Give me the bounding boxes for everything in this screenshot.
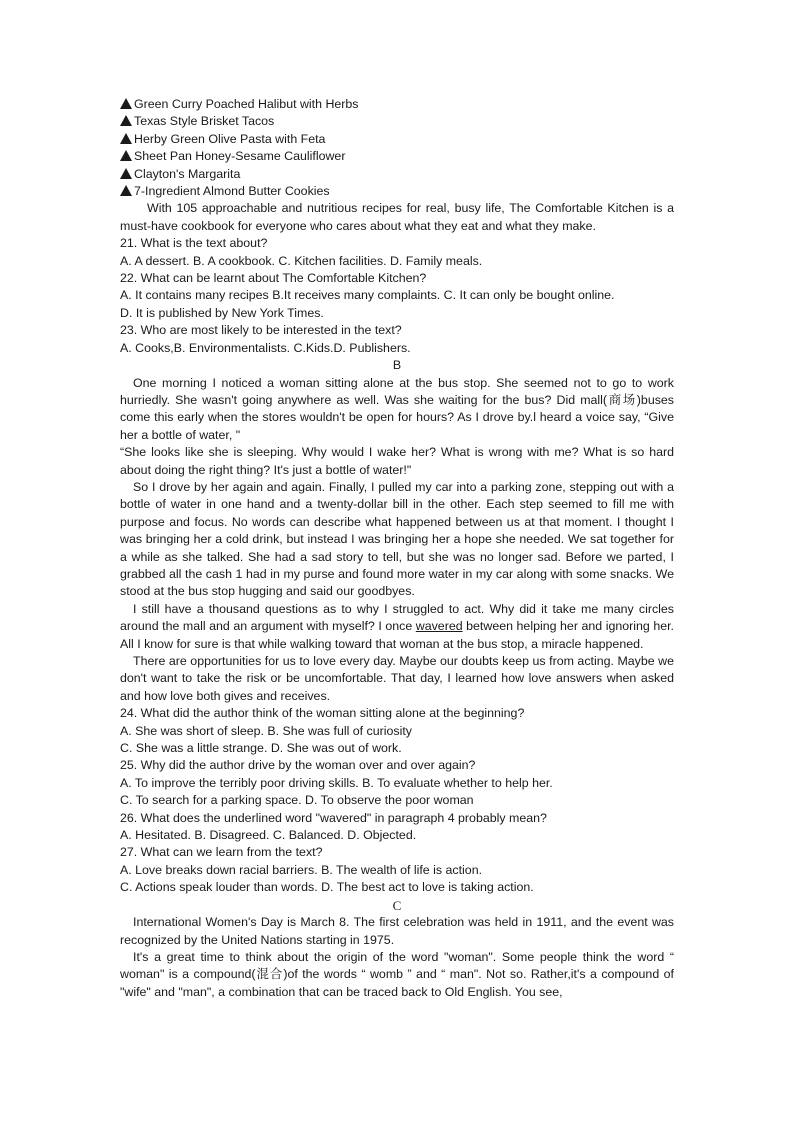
paragraph: International Women's Day is March 8. The first celebration was held in 1911, and the event was recognized by the United Nations starting in 1975. <box>120 915 674 947</box>
question-21-options: A. A dessert. B. A cookbook. C. Kitchen facilities. D. Family meals. <box>120 253 483 268</box>
question-23-options: A. Cooks,B. Environmentalists. C.Kids.D. Publishers. <box>120 340 411 355</box>
triangle-bullet-icon <box>120 150 132 161</box>
paragraph: One morning I noticed a woman sitting alone at the bus stop. She seemed not to go to work hurriedly. She wasn't going anywhere as well. Was she waiting for the bus? Did mall(商场)buses come this early when the stores wouldn't be open for hours? As I drove by.l heard a voice say, “Give her a bottle of water, " <box>120 375 674 442</box>
list-item: Texas Style Brisket Tacos <box>120 113 674 130</box>
list-item: 7-Ingredient Almond Butter Cookies <box>120 183 674 200</box>
question-26-options: A. Hesitated. B. Disagreed. C. Balanced. D. Objected. <box>120 828 417 843</box>
paragraph: It's a great time to think about the origin of the word "woman". Some people think the word “ woman" is a compound(混合)of the words “ womb ” and “ man". Not so. Rather,it's a compound of "wife" and "man", a combination that can be traced back to Old English. You see, <box>120 949 674 999</box>
paragraph: “She looks like she is sleeping. Why would I wake her? What is wrong with me? What is so hard about doing the right thing? It's just a bottle of water!" <box>120 445 674 477</box>
question-21: 21. What is the text about? <box>120 236 268 251</box>
question-27: 27. What can we learn from the text? <box>120 845 323 860</box>
question-23: 23. Who are most likely to be interested in the text? <box>120 323 402 338</box>
question-24-options: A. She was short of sleep. B. She was full of curiosity <box>120 723 413 738</box>
question-22-options: D. It is published by New York Times. <box>120 305 324 320</box>
triangle-bullet-icon <box>120 185 132 196</box>
underlined-word: wavered <box>415 619 463 634</box>
list-item: Sheet Pan Honey-Sesame Cauliflower <box>120 148 674 165</box>
triangle-bullet-icon <box>120 98 132 109</box>
question-24: 24. What did the author think of the woman sitting alone at the beginning? <box>120 706 525 721</box>
question-24-options: C. She was a little strange. D. She was out of work. <box>120 741 402 756</box>
paragraph: I still have a thousand questions as to why I struggled to act. Why did it take me many circles around the mall and an argument with myself? I once wavered between helping her and ignoring her. All I know for sure is that while walking toward that woman at the bus stop, a miracle happened. <box>120 601 674 651</box>
triangle-bullet-icon <box>120 168 132 179</box>
question-22: 22. What can be learnt about The Comfortable Kitchen? <box>120 271 427 286</box>
list-item: Herby Green Olive Pasta with Feta <box>120 131 674 148</box>
section-c-heading: C <box>392 897 402 913</box>
question-27-options: A. Love breaks down racial barriers. B. The wealth of life is action. <box>120 862 483 877</box>
question-26: 26. What does the underlined word "wavered" in paragraph 4 probably mean? <box>120 810 547 825</box>
intro-paragraph: With 105 approachable and nutritious recipes for real, busy life, The Comfortable Kitchen is a must-have cookbook for everyone who cares about what they eat and what they make. <box>120 201 674 233</box>
question-27-options: C. Actions speak louder than words. D. The best act to love is taking action. <box>120 880 534 895</box>
list-item: Clayton's Margarita <box>120 166 674 183</box>
paragraph: So I drove by her again and again. Finally, I pulled my car into a parking zone, stepping out with a bottle of water in one hand and a twenty-dollar bill in the other. Each step seemed to fill me with purpose and focus. No words can describe what happened between us at that moment. I thought I was bringing her a cold drink, but instead I was bringing her a hope she needed. We sat together for a while as she talked. She had a sad story to tell, but she was no longer sad. Before we parted, I grabbed all the cash 1 had in my purse and found more water in my car along with some snacks. We stood at the bus stop hugging and said our goodbyes. <box>120 479 674 599</box>
triangle-bullet-icon <box>120 133 132 144</box>
question-22-options: A. It contains many recipes B.It receives many complaints. C. It can only be bought online. <box>120 288 615 303</box>
section-b-heading: B <box>392 358 402 373</box>
list-item: Green Curry Poached Halibut with Herbs <box>120 96 674 113</box>
triangle-bullet-icon <box>120 115 132 126</box>
question-25: 25. Why did the author drive by the woman over and over again? <box>120 758 476 773</box>
question-25-options: A. To improve the terribly poor driving skills. B. To evaluate whether to help her. <box>120 775 553 790</box>
recipe-list <box>120 96 674 200</box>
question-25-options: C. To search for a parking space. D. To observe the poor woman <box>120 793 474 808</box>
paragraph: There are opportunities for us to love every day. Maybe our doubts keep us from acting. Maybe we don't want to take the risk or be uncomfortable. That day, I learned how love answers when asked and how love both gives and receives. <box>120 654 674 703</box>
